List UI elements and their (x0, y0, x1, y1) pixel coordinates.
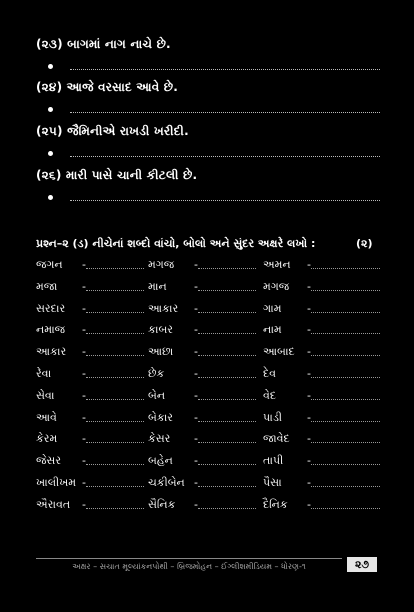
writing-line[interactable] (86, 268, 144, 269)
writing-line[interactable] (86, 355, 144, 356)
sentence-2: (૨૪) આજે વરસાદ આવે છે. (36, 80, 179, 94)
writing-line-row (48, 105, 380, 117)
word: પૈસા (263, 475, 282, 489)
word: સેવા (36, 388, 55, 402)
writing-line-row (48, 193, 380, 205)
word: છેક (148, 366, 165, 380)
dash-separator: - (307, 410, 311, 424)
sentence-1: (૨૩) બાગમાં નાગ નાચે છે. (36, 37, 171, 51)
dash-separator: - (307, 388, 311, 402)
dash-separator: - (194, 258, 198, 271)
writing-line[interactable] (198, 464, 256, 465)
writing-line[interactable] (311, 355, 380, 356)
word: દેવ (263, 366, 277, 380)
bullet-icon (48, 195, 53, 200)
writing-line-row (48, 149, 380, 161)
writing-line[interactable] (86, 290, 144, 291)
word: મજા (36, 279, 58, 293)
writing-line[interactable] (198, 508, 256, 509)
dash-separator: - (194, 388, 198, 402)
dash-separator: - (82, 366, 86, 380)
word-row (36, 321, 380, 343)
word: મગજ (148, 258, 175, 271)
dash-separator: - (307, 301, 311, 315)
word: બેન (148, 388, 166, 402)
word: પાડી (263, 410, 283, 424)
writing-line[interactable] (198, 333, 256, 334)
word-row (36, 452, 380, 474)
dash-separator: - (307, 475, 311, 489)
dash-separator: - (307, 454, 311, 468)
writing-line[interactable] (311, 290, 380, 291)
writing-line[interactable] (86, 377, 144, 378)
dash-separator: - (82, 454, 86, 468)
word: ખાલીખમ (36, 475, 77, 489)
writing-line-row (48, 62, 380, 74)
dash-separator: - (194, 345, 198, 359)
writing-line[interactable] (311, 421, 380, 422)
word: અમન (263, 258, 291, 271)
writing-line[interactable] (311, 333, 380, 334)
writing-line[interactable] (198, 268, 256, 269)
writing-line[interactable] (86, 399, 144, 400)
word-row (36, 365, 380, 387)
dash-separator: - (82, 345, 86, 359)
dash-separator: - (82, 279, 86, 293)
question-title: પ્રશ્ન–૨ (ડ) નીચેનાં શબ્દો વાંચો, બોલો અને સુંદર અક્ષરે લખો : (36, 237, 316, 250)
word: ઐરાવત (36, 497, 71, 511)
word: જગન (36, 258, 63, 271)
writing-line[interactable] (86, 421, 144, 422)
word: ચકીબેન (148, 475, 185, 489)
dash-separator: - (194, 301, 198, 315)
writing-line[interactable] (86, 486, 144, 487)
dash-separator: - (307, 366, 311, 380)
word-row (36, 430, 380, 452)
footer-divider (36, 558, 342, 559)
writing-line[interactable] (311, 377, 380, 378)
word: કાબર (148, 323, 173, 337)
writing-line[interactable] (198, 399, 256, 400)
writing-line[interactable] (86, 508, 144, 509)
dash-separator: - (82, 497, 86, 511)
footer-text: અક્ષર – સચાત મૂલ્યાંકનપોથી – બ્રિજમોહન – ઈંગ્લીશમીડિયમ – ધોરણ-૧ (72, 562, 306, 571)
dash-separator: - (307, 323, 311, 337)
question-marks: (૨) (356, 237, 373, 250)
writing-line[interactable] (86, 333, 144, 334)
writing-line[interactable] (311, 399, 380, 400)
dash-separator: - (307, 497, 311, 511)
word: આબાદ (263, 345, 295, 359)
dash-separator: - (194, 497, 198, 511)
writing-line[interactable] (198, 355, 256, 356)
writing-line[interactable] (198, 377, 256, 378)
word: ગામ (263, 301, 282, 315)
word-row (36, 278, 380, 300)
word: મગજ (263, 279, 290, 293)
writing-line[interactable] (311, 464, 380, 465)
bullet-icon (48, 151, 53, 156)
dash-separator: - (82, 475, 86, 489)
writing-line[interactable] (70, 156, 380, 157)
word: માન (148, 279, 167, 293)
word: આકાર (148, 301, 179, 315)
writing-line[interactable] (86, 442, 144, 443)
dash-separator: - (194, 410, 198, 424)
word-row (36, 343, 380, 365)
dash-separator: - (82, 323, 86, 337)
page-number: ૨૭ (347, 557, 377, 572)
writing-line[interactable] (70, 69, 380, 70)
word: બહેન (148, 454, 173, 468)
sentence-4: (૨૬) મારી પાસે ચાની કીટલી છે. (36, 168, 198, 182)
word: જાવેદ (263, 432, 290, 446)
word-row (36, 409, 380, 431)
writing-line[interactable] (311, 486, 380, 487)
dash-separator: - (82, 388, 86, 402)
writing-line[interactable] (86, 312, 144, 313)
writing-line[interactable] (311, 508, 380, 509)
word: નમાજ (36, 323, 66, 337)
writing-line[interactable] (198, 442, 256, 443)
word: વેદ (263, 388, 277, 402)
word-row (36, 496, 380, 518)
word: કેસર (148, 432, 171, 446)
dash-separator: - (82, 410, 86, 424)
writing-line[interactable] (198, 290, 256, 291)
word-row (36, 387, 380, 409)
word-row (36, 300, 380, 322)
writing-line[interactable] (198, 486, 256, 487)
word: કેરમ (36, 432, 58, 446)
dash-separator: - (194, 279, 198, 293)
sentence-3: (૨૫) જૈમિનીએ રાખડી ખરીદી. (36, 124, 189, 138)
word: નામ (263, 323, 282, 337)
writing-line[interactable] (311, 268, 380, 269)
word: આછા (148, 345, 174, 359)
word: આવે (36, 410, 57, 424)
dash-separator: - (194, 366, 198, 380)
word: રેવા (36, 366, 52, 380)
writing-line[interactable] (198, 421, 256, 422)
dash-separator: - (194, 454, 198, 468)
word-row (36, 474, 380, 496)
word: આકાર (36, 345, 67, 359)
word-grid (36, 256, 380, 518)
word: જેસર (36, 454, 62, 468)
dash-separator: - (307, 258, 311, 271)
word: દૈનિક (263, 497, 288, 511)
word-row (36, 256, 380, 278)
writing-line[interactable] (311, 312, 380, 313)
word: સરદાર (36, 301, 66, 315)
writing-line[interactable] (86, 464, 144, 465)
dash-separator: - (82, 258, 86, 271)
dash-separator: - (82, 301, 86, 315)
bullet-icon (48, 107, 53, 112)
dash-separator: - (307, 432, 311, 446)
dash-separator: - (307, 279, 311, 293)
writing-line[interactable] (70, 112, 380, 113)
writing-line[interactable] (198, 312, 256, 313)
bullet-icon (48, 64, 53, 69)
dash-separator: - (194, 323, 198, 337)
dash-separator: - (194, 475, 198, 489)
dash-separator: - (82, 432, 86, 446)
writing-line[interactable] (311, 442, 380, 443)
writing-line[interactable] (70, 200, 380, 201)
dash-separator: - (307, 345, 311, 359)
word: બેકાર (148, 410, 173, 424)
dash-separator: - (194, 432, 198, 446)
word: સૈનિક (148, 497, 176, 511)
word: તાપી (263, 454, 284, 468)
